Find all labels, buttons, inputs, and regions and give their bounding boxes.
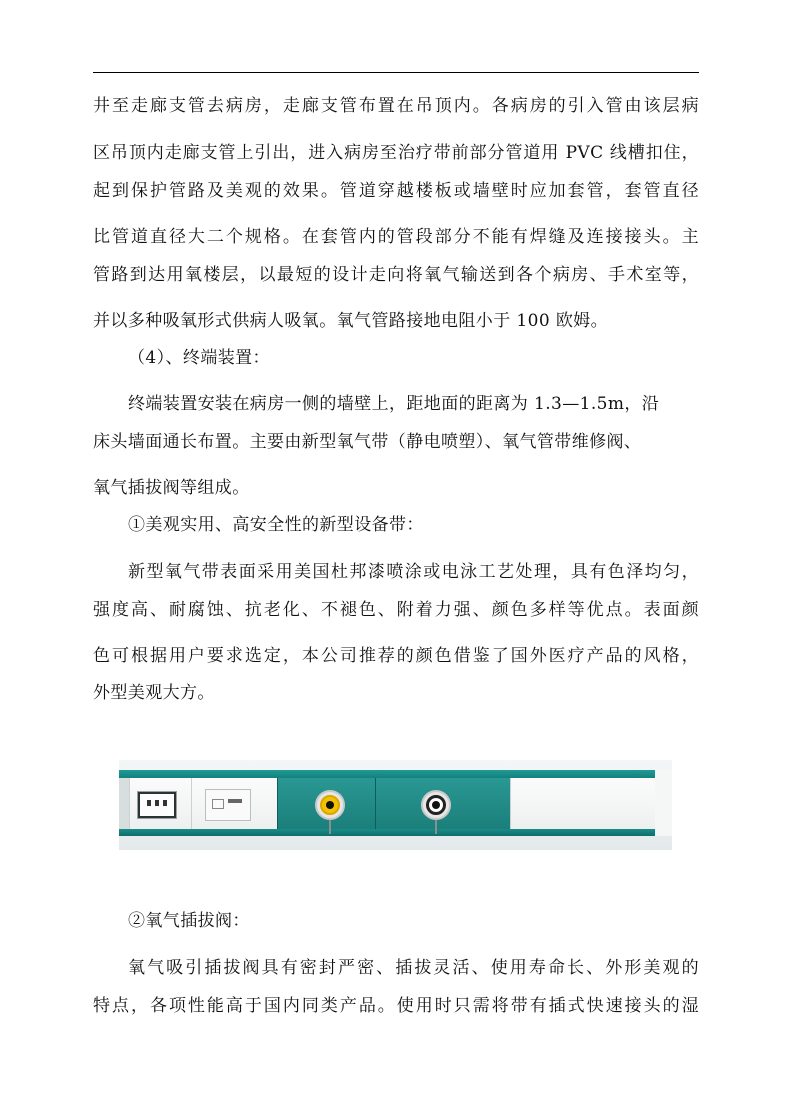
power-outlet-icon xyxy=(137,791,177,819)
switch-icon xyxy=(205,789,251,821)
p2-line-1: 终端装置安装在病房一侧的墙壁上，距地面的距离为 1.3—1.5m，沿 xyxy=(128,394,660,414)
band-bottom-rail xyxy=(119,829,672,836)
section-heading-terminal-device: （4）、终端装置： xyxy=(128,348,270,368)
blank-panel xyxy=(510,778,656,829)
medical-equipment-band-photo xyxy=(119,760,672,850)
p3-line-4: 外型美观大方。 xyxy=(93,683,215,703)
p1-line-1: 井至走廊支管去病房，走廊支管布置在吊顶内。各病房的引入管由该层病 xyxy=(93,96,699,116)
p1-line-5: 管路到达用氧楼层，以最短的设计走向将氧气输送到各个病房、手术室等， xyxy=(93,265,699,285)
subheading-oxygen-plug-valve: ②氧气插拔阀： xyxy=(128,911,250,931)
p3-line-3: 色可根据用户要求选定，本公司推荐的颜色借鉴了国外医疗产品的风格， xyxy=(93,646,699,666)
header-rule xyxy=(93,72,699,73)
p3-line-2: 强度高、耐腐蚀、抗老化、不褪色、附着力强、颜色多样等优点。表面颜 xyxy=(93,600,699,620)
p1-line-3: 起到保护管路及美观的效果。管道穿越楼板或墙壁时应加套管，套管直径 xyxy=(93,181,699,201)
p1-line-2: 区吊顶内走廊支管上引出，进入病房至治疗带前部分管道用 PVC 线槽扣住， xyxy=(93,143,699,163)
p1-line-4: 比管道直径大二个规格。在套管内的管段部分不能有焊缝及连接接头。主 xyxy=(93,227,699,247)
subheading-equipment-band: ①美观实用、高安全性的新型设备带： xyxy=(128,515,424,535)
p4-line-1: 氧气吸引插拔阀具有密封严密、插拔灵活、使用寿命长、外形美观的 xyxy=(128,958,699,978)
band-top-rail xyxy=(119,770,672,778)
p3-line-1: 新型氧气带表面采用美国杜邦漆喷涂或电泳工艺处理，具有色泽均匀， xyxy=(128,562,699,582)
p2-line-3: 氧气插拔阀等组成。 xyxy=(93,478,250,498)
p1-line-6: 并以多种吸氧形式供病人吸氧。氧气管路接地电阻小于 100 欧姆。 xyxy=(93,311,609,331)
suction-valve-icon xyxy=(421,790,451,820)
p4-line-2: 特点，各项性能高于国内同类产品。使用时只需将带有插式快速接头的湿 xyxy=(93,996,699,1016)
p2-line-2: 床头墙面通长布置。主要由新型氧气带（静电喷塑）、氧气管带维修阀、 xyxy=(93,432,642,452)
oxygen-valve-icon xyxy=(315,790,345,820)
